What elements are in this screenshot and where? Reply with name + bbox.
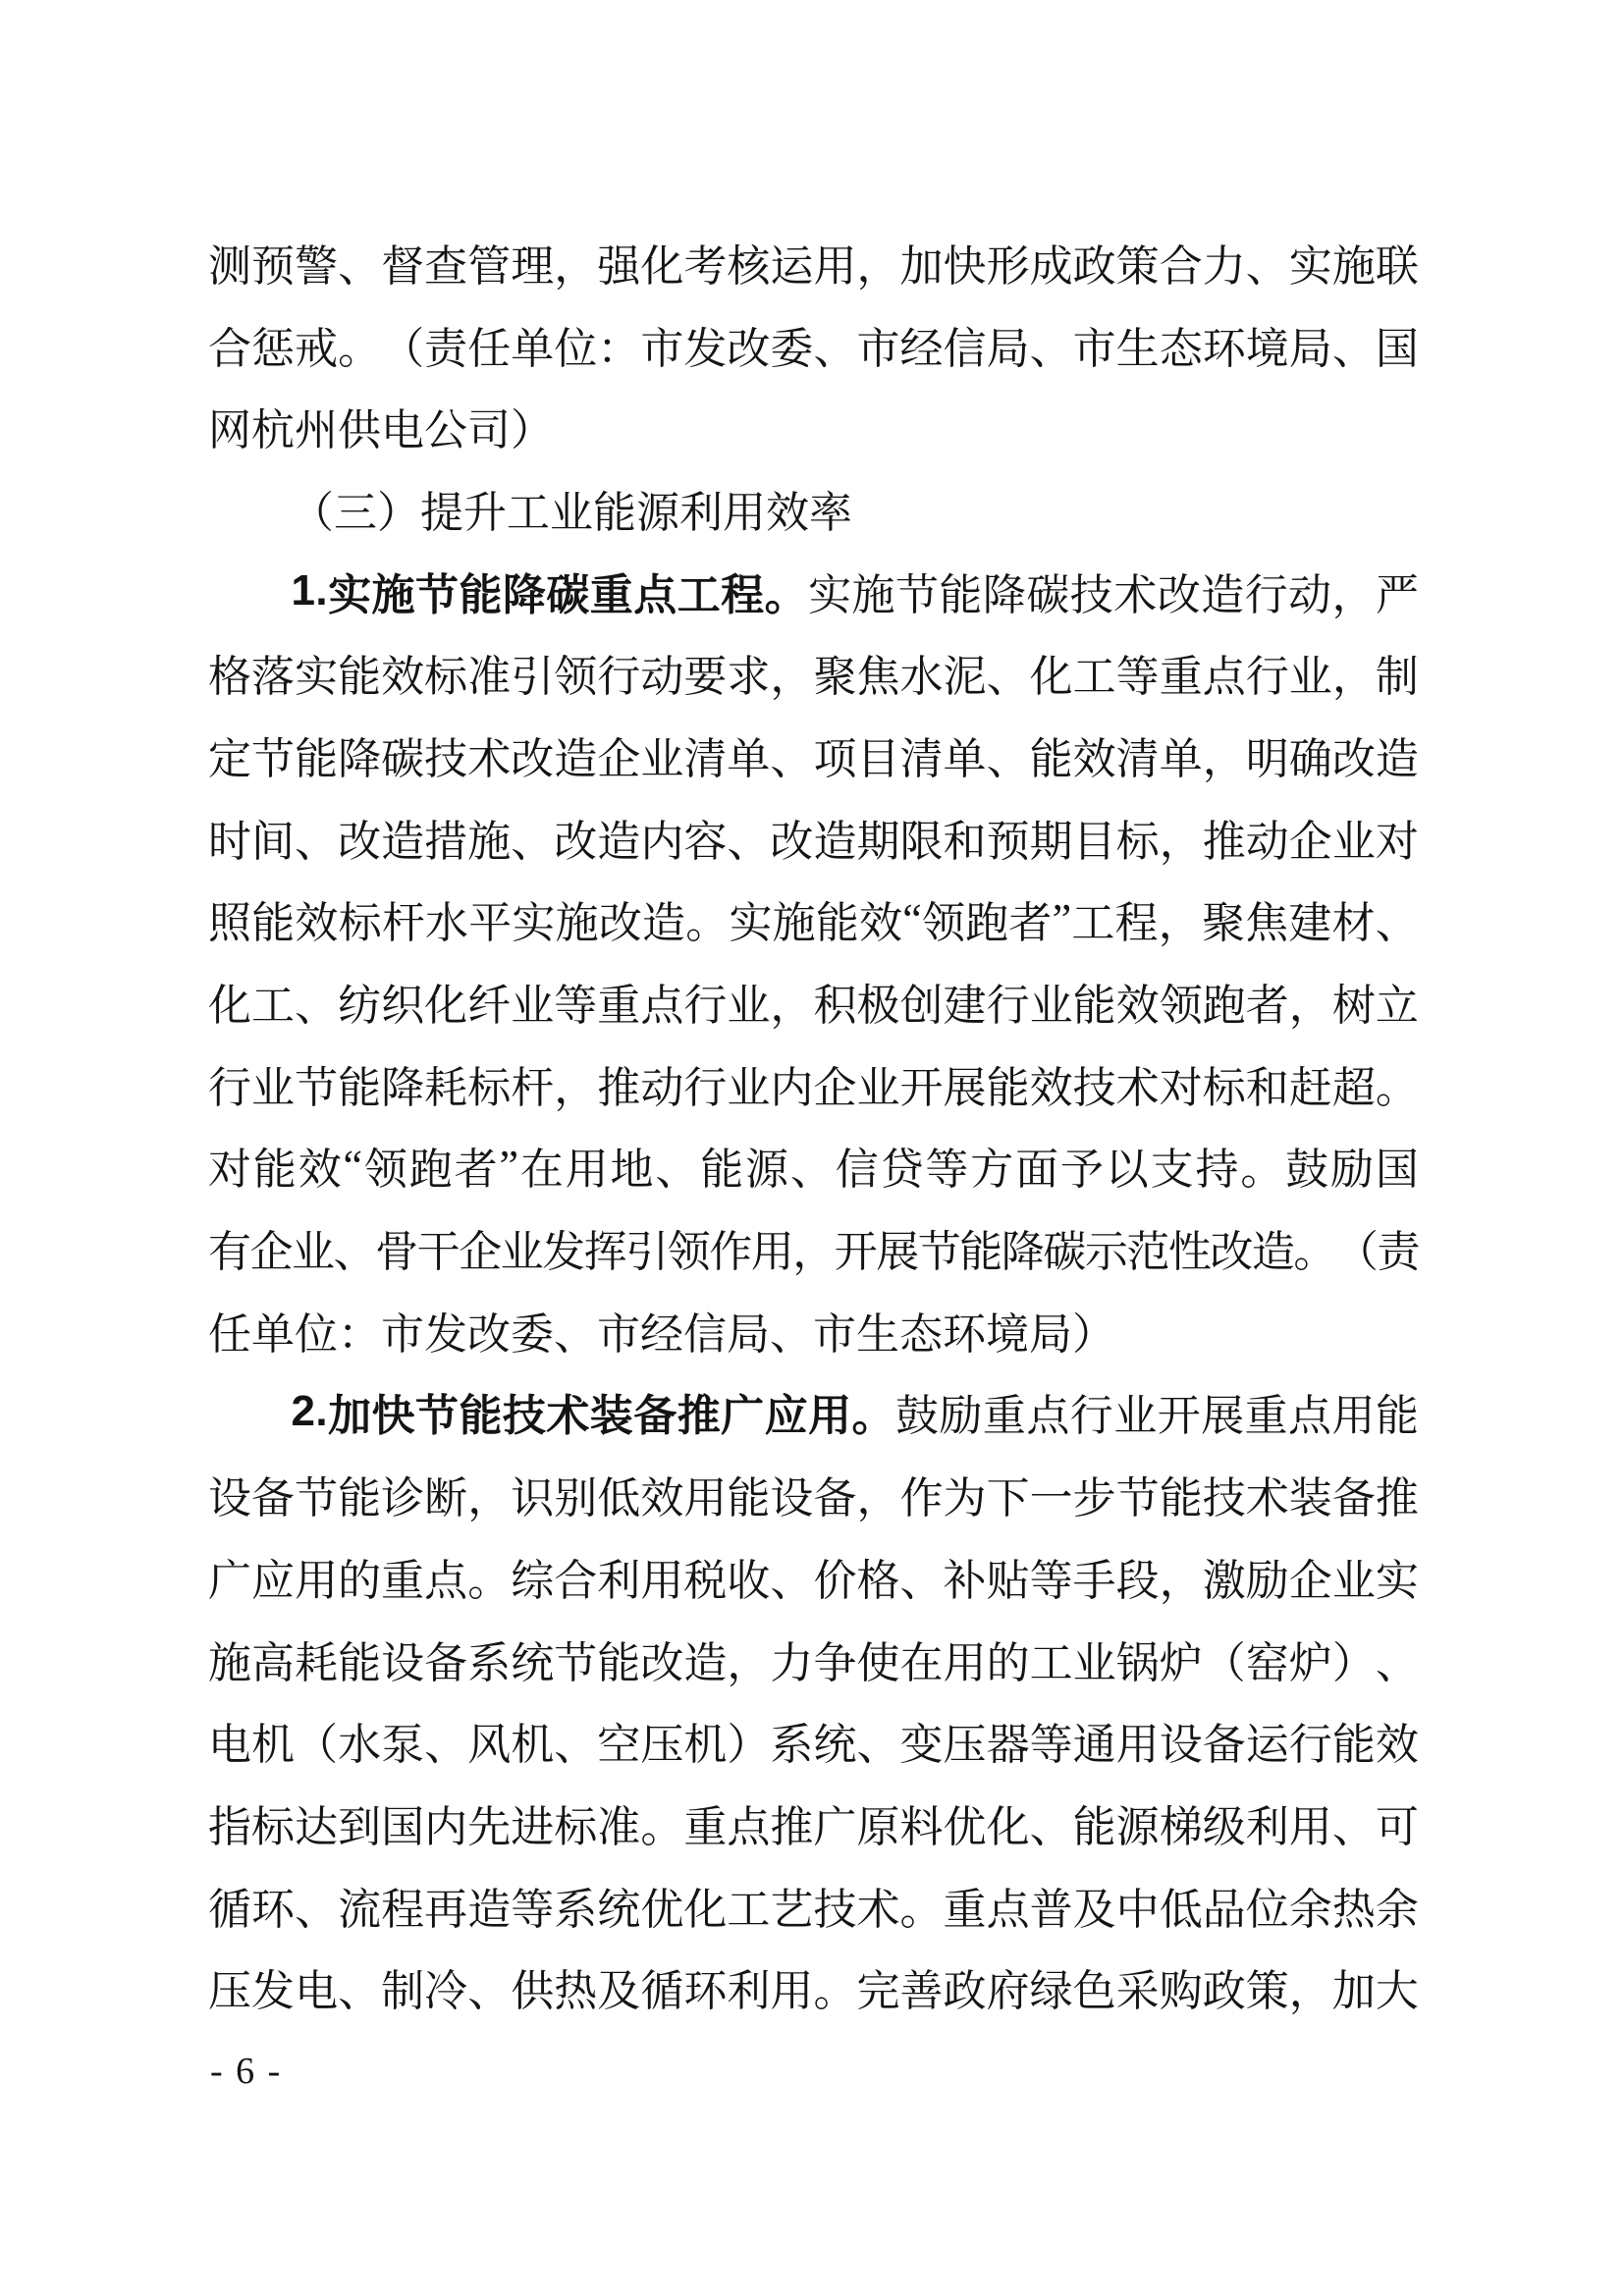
document-line: 格 落 实 能 效 标 准 引 领 行 动 要 求 ， 聚 焦 水 泥 、 化 工 等 重 点 行 业 ， 制 <box>208 653 1419 702</box>
document-line: 1 . 实 施 节 能 降 碳 重 点 工 程 。 实 施 节 能 降 碳 技 术 改 造 行 动 ， 严 <box>208 550 1419 632</box>
document-line: 时 间 、 改 造 措 施 、 改 造 内 容 、 改 造 期 限 和 预 期 目 标 ， 推 动 企 业 对 <box>208 817 1419 866</box>
document-line: 照 能 效 标 杆 水 平 实 施 改 造 。 实 施 能 效 “ 领 跑 者 ” 工 程 ， 聚 焦 建 材 、 <box>208 894 1419 948</box>
document-line: 循 环 、 流 程 再 造 等 系 统 优 化 工 艺 技 术 。 重 点 普 及 中 低 品 位 余 热 余 <box>208 1885 1419 1934</box>
document-line: 设 备 节 能 诊 断 ， 识 别 低 效 用 能 设 备 ， 作 为 下 一 步 节 能 技 术 装 备 推 <box>208 1474 1419 1523</box>
document-line: 网 杭 州 供 电 公 司 ） <box>208 406 554 455</box>
document-line: 电 机 （ 水 泵 、 风 机 、 空 压 机 ） 系 统 、 变 压 器 等 通 用 设 备 运 行 能 效 <box>208 1721 1419 1770</box>
section-heading: （ 三 ） 提 升 工 业 能 源 利 用 效 率 <box>208 467 1419 550</box>
document-line: 定 节 能 降 碳 技 术 改 造 企 业 清 单 、 项 目 清 单 、 能 效 清 单 ， 明 确 改 造 <box>208 734 1419 783</box>
document-text-block <box>208 221 1419 2028</box>
paragraph-indent <box>208 590 291 591</box>
document-line: 指 标 达 到 国 内 先 进 标 准 。 重 点 推 广 原 料 优 化 、 能 源 梯 级 利 用 、 可 <box>208 1802 1419 1851</box>
document-line: 施 高 耗 能 设 备 系 统 节 能 改 造 ， 力 争 使 在 用 的 工 业 锅 炉 （ 窑 炉 ） 、 <box>208 1638 1419 1687</box>
paragraph-indent <box>208 507 291 508</box>
document-line: 压 发 电 、 制 冷 、 供 热 及 循 环 利 用 。 完 善 政 府 绿 色 采 购 政 策 ， 加 大 <box>208 1967 1419 2016</box>
page-number: - 6 - <box>210 2051 283 2092</box>
document-line: 任 单 位 ： 市 发 改 委 、 市 经 信 局 、 市 生 态 环 境 局 ） <box>208 1309 1115 1359</box>
document-line: 广 应 用 的 重 点 。 综 合 利 用 税 收 、 价 格 、 补 贴 等 手 段 ， 激 励 企 业 实 <box>208 1556 1419 1605</box>
document-line: 对 能 效 “ 领 跑 者 ” 在 用 地 、 能 源 、 信 贷 等 方 面 予 以 支 持 。 鼓 励 国 <box>208 1141 1419 1195</box>
document-line: 有 企 业 、 骨 干 企 业 发 挥 引 领 作 用 ， 开 展 节 能 降 碳 示 范 性 改 造 。 （ 责 <box>208 1228 1421 1277</box>
document-line: 行 业 节 能 降 耗 标 杆 ， 推 动 行 业 内 企 业 开 展 能 效 技 术 对 标 和 赶 超 。 <box>208 1063 1419 1112</box>
document-line: 化 工 、 纺 织 化 纤 业 等 重 点 行 业 ， 积 极 创 建 行 业 能 效 领 跑 者 ， 树 立 <box>208 982 1419 1031</box>
document-line: 测 预 警 、 督 查 管 理 ， 强 化 考 核 运 用 ， 加 快 形 成 政 策 合 力 、 实 施 联 <box>208 241 1419 291</box>
document-line: 2 . 加 快 节 能 技 术 装 备 推 广 应 用 。 鼓 励 重 点 行 业 开 展 重 点 用 能 <box>208 1371 1419 1454</box>
paragraph-indent <box>208 1412 291 1413</box>
document-line: 合 惩 戒 。 （ 责 任 单 位 ： 市 发 改 委 、 市 经 信 局 、 市 生 态 环 境 局 、 国 <box>208 324 1419 373</box>
